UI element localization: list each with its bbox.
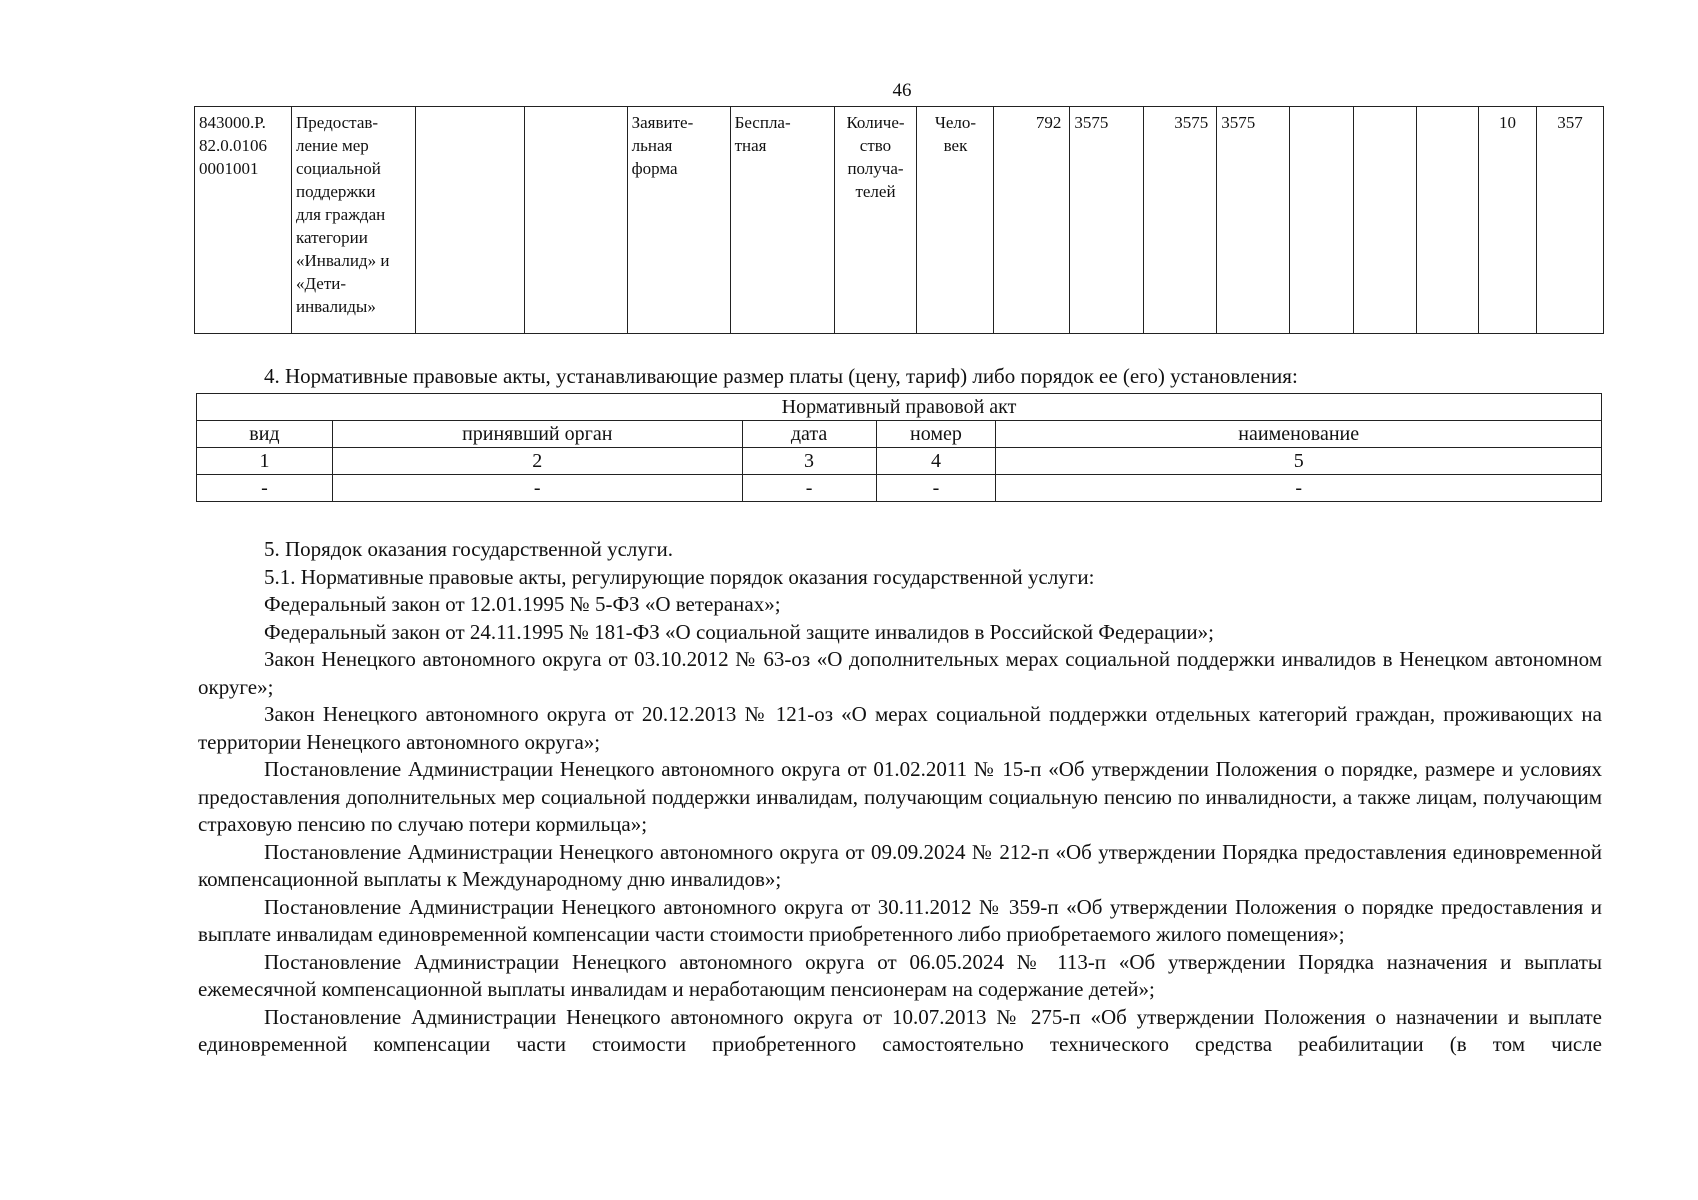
table-title: Нормативный правовой акт [197,394,1602,421]
value-cell-2: 3575 [1070,107,1144,334]
value-cell-6: 357 [1536,107,1603,334]
empty-cell [415,107,524,334]
column-number: 2 [332,448,742,475]
normative-act-table [196,393,1602,502]
service-form-cell: Заявите- льная форма [627,107,730,334]
page-number: 46 [892,80,912,101]
column-number: 1 [197,448,333,475]
column-number: 5 [996,448,1602,475]
table-header-row [197,421,1602,448]
column-header: вид [197,421,333,448]
act-paragraph: Закон Ненецкого автономного округа от 03.10.2012 № 63-оз «О дополнительных мерах социальной поддержки инвалидов в Ненецком автономном округе»; [198,647,1602,699]
table-row [197,448,1602,475]
empty-cell [1354,107,1417,334]
table-cell: - [876,475,996,502]
section-5-1-heading: 5.1. Нормативные правовые акты, регулирующие порядок оказания государственной услуги: [264,564,1095,589]
column-header: наименование [996,421,1602,448]
value-cell-3: 3575 [1144,107,1217,334]
table-cell: - [996,475,1602,502]
column-header: дата [742,421,876,448]
act-paragraph: Федеральный закон от 24.11.1995 № 181-ФЗ «О социальной защите инвалидов в Российской Федерации»; [264,619,1214,644]
service-table [194,106,1604,334]
act-paragraph: Федеральный закон от 12.01.1995 № 5-ФЗ «О ветеранах»; [264,592,781,616]
value-cell-4: 3575 [1217,107,1290,334]
act-paragraph: Постановление Администрации Ненецкого автономного округа от 10.07.2013 № 275-п «Об утверждении Положения о назначении и выплате единовременной компенсации части стоимости приобретенного самостоятельно технического средства реабилитации (в том числе [198,1004,1602,1056]
unit-cell: Чело- век [917,107,994,334]
value-cell-5: 10 [1479,107,1537,334]
table-row [197,475,1602,502]
empty-cell [1417,107,1479,334]
section-4-heading: 4. Нормативные правовые акты, устанавливающие размер платы (цену, тариф) либо порядок ее (его) установления: [264,364,1298,388]
empty-cell [524,107,627,334]
section-5 [198,536,1602,1059]
column-header: номер [876,421,996,448]
value-cell-1: 792 [994,107,1070,334]
table-title-row [197,394,1602,421]
table-cell: - [742,475,876,502]
indicator-cell: Количе- ство получа- телей [834,107,917,334]
act-paragraph: Постановление Администрации Ненецкого автономного округа от 09.09.2024 № 212-п «Об утверждении Порядка предоставления единовременной компенсационной выплаты к Международному дню инвалидов»; [198,839,1602,891]
empty-cell [1290,107,1354,334]
table-cell: - [197,475,333,502]
column-number: 3 [742,448,876,475]
service-code-cell: 843000.Р. 82.0.0106 0001001 [195,107,292,334]
table-row [195,107,1604,334]
column-number: 4 [876,448,996,475]
act-paragraph: Постановление Администрации Ненецкого автономного округа от 01.02.2011 № 15-п «Об утверждении Положения о порядке, размере и условиях предоставления дополнительных мер социальной поддержки инвалидам, получающим социальную пенсию по инвалидности, а также лицам, получающим страховую пенсию по случаю потери кормильца»; [198,757,1602,836]
act-paragraph: Закон Ненецкого автономного округа от 20.12.2013 № 121-оз «О мерах социальной поддержки отдельных категорий граждан, проживающих на территории Ненецкого автономного округа»; [198,702,1602,754]
payment-cell: Беспла- тная [730,107,834,334]
service-name-cell: Предостав- ление мер социальной поддержки для граждан категории «Инвалид» и «Дети- инвалиды» [291,107,415,334]
column-header: принявший орган [332,421,742,448]
act-paragraph: Постановление Администрации Ненецкого автономного округа от 30.11.2012 № 359-п «Об утверждении Положения о порядке предоставления и выплате инвалидам единовременной компенсации части стоимости приобретенного либо приобретаемого жилого помещения»; [198,894,1602,946]
section-5-heading: 5. Порядок оказания государственной услуги. [264,537,673,561]
act-paragraph: Постановление Администрации Ненецкого автономного округа от 06.05.2024 № 113-п «Об утверждении Порядка назначения и выплаты ежемесячной компенсационной выплаты инвалидам и неработающим пенсионерам на содержание детей»; [198,949,1602,1001]
table-cell: - [332,475,742,502]
